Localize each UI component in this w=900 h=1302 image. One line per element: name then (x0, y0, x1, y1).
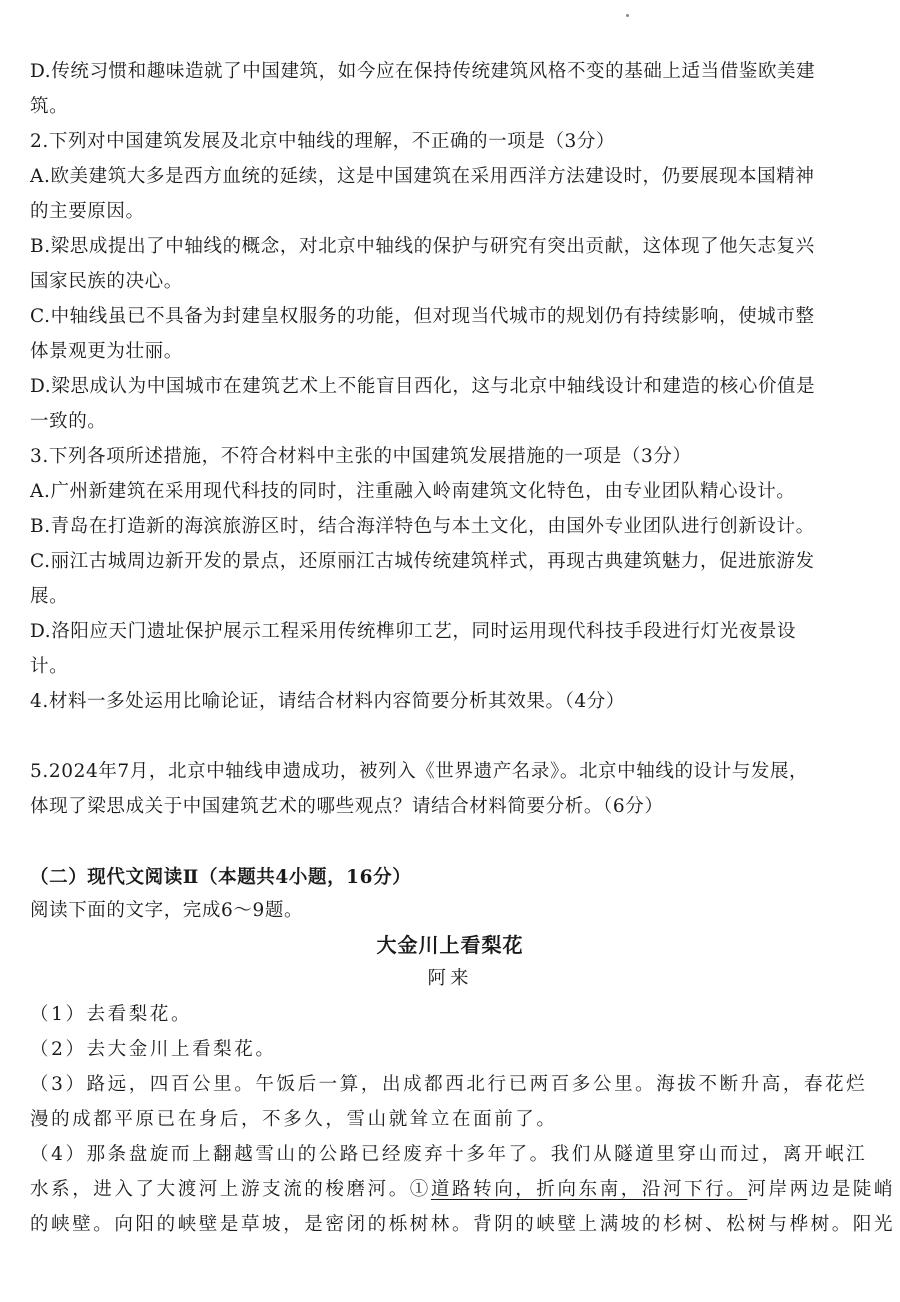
q3-option-b: B.青岛在打造新的海滨旅游区时，结合海洋特色与本土文化，由国外专业团队进行创新设计。 (30, 516, 815, 537)
q3-option-d-line2: 计。 (30, 656, 69, 677)
q2-option-a-line1: A.欧美建筑大多是西方血统的延续，这是中国建筑在采用西洋方法建设时，仍要展现本国精神 (30, 166, 815, 187)
article-paragraph-1: （1）去看梨花。 (30, 1004, 193, 1025)
article-paragraph-2: （2）去大金川上看梨花。 (30, 1039, 277, 1060)
article-author: 阿来 (427, 968, 473, 989)
q2-option-c-line2: 体景观更为壮丽。 (30, 341, 183, 362)
q2-option-a-line2: 的主要原因。 (30, 201, 145, 222)
section-instruction: 阅读下面的文字，完成6～9题。 (30, 900, 304, 921)
q4-stem: 4.材料一多处运用比喻论证，请结合材料内容简要分析其效果。（4分） (30, 691, 625, 712)
article-paragraph-4-line3: 的峡壁。向阳的峡壁是草坡，是密闭的栎树林。背阴的峡壁上满坡的杉树、松树与桦树。阳光 (30, 1214, 896, 1235)
q2-option-c-line1: C.中轴线虽已不具备为封建皇权服务的功能，但对现当代城市的规划仍有持续影响，使城市整 (30, 306, 815, 327)
article-paragraph-4-line2 (30, 1178, 896, 1202)
q3-option-a: A.广州新建筑在采用现代科技的同时，注重融入岭南建筑文化特色，由专业团队精心设计。 (30, 481, 796, 502)
q3-option-d-line1: D.洛阳应天门遗址保护展示工程采用传统榫卯工艺，同时运用现代科技手段进行灯光夜景设 (30, 621, 797, 642)
q3-option-c-line2: 展。 (30, 586, 69, 607)
article-paragraph-3-line2: 漫的成都平原已在身后，不多久，雪山就耸立在面前了。 (30, 1109, 558, 1130)
article-paragraph-3-line1: （3）路远，四百公里。午饭后一算，出成都西北行已两百多公里。海拔不断升高，春花烂 (30, 1074, 868, 1095)
q1-option-d-line1: D.传统习惯和趣味造就了中国建筑，如今应在保持传统建筑风格不变的基础上适当借鉴欧美建 (30, 61, 816, 82)
q3-stem: 3.下列各项所述措施，不符合材料中主张的中国建筑发展措施的一项是（3分） (30, 446, 692, 467)
q2-stem: 2.下列对中国建筑发展及北京中轴线的理解，不正确的一项是（3分） (30, 131, 616, 152)
paragraph-4-text-after-underline: 河岸两边是陡峭 (747, 1179, 896, 1200)
underlined-sentence: 道路转向，折向东南，沿河下行。 (430, 1179, 748, 1200)
article-title: 大金川上看梨花 (376, 933, 524, 957)
article-paragraph-4-line1: （4）那条盘旋而上翻越雪山的公路已经废弃十多年了。我们从隧道里穿山而过，离开岷江 (30, 1144, 868, 1165)
q5-line1: 5.2024年7月，北京中轴线申遗成功，被列入《世界遗产名录》。北京中轴线的设计与发展， (30, 761, 809, 782)
q5-line2: 体现了梁思成关于中国建筑艺术的哪些观点？请结合材料简要分析。（6分） (30, 796, 664, 817)
q2-option-b-line1: B.梁思成提出了中轴线的概念，对北京中轴线的保护与研究有突出贡献，这体现了他矢志复兴 (30, 236, 815, 257)
q2-option-d-line1: D.梁思成认为中国城市在建筑艺术上不能盲目西化，这与北京中轴线设计和建造的核心价值是 (30, 376, 816, 397)
section-heading: （二）现代文阅读Ⅱ（本题共4小题，16分） (30, 867, 412, 888)
q3-option-c-line1: C.丽江古城周边新开发的景点，还原丽江古城传统建筑样式，再现古典建筑魅力，促进旅游发 (30, 551, 815, 572)
paragraph-4-text-before-underline: 水系，进入了大渡河上游支流的梭磨河。① (30, 1179, 431, 1200)
scan-speck (626, 14, 629, 17)
q1-option-d-line2: 筑。 (30, 96, 69, 117)
q2-option-d-line2: 一致的。 (30, 411, 107, 432)
q2-option-b-line2: 国家民族的决心。 (30, 271, 183, 292)
